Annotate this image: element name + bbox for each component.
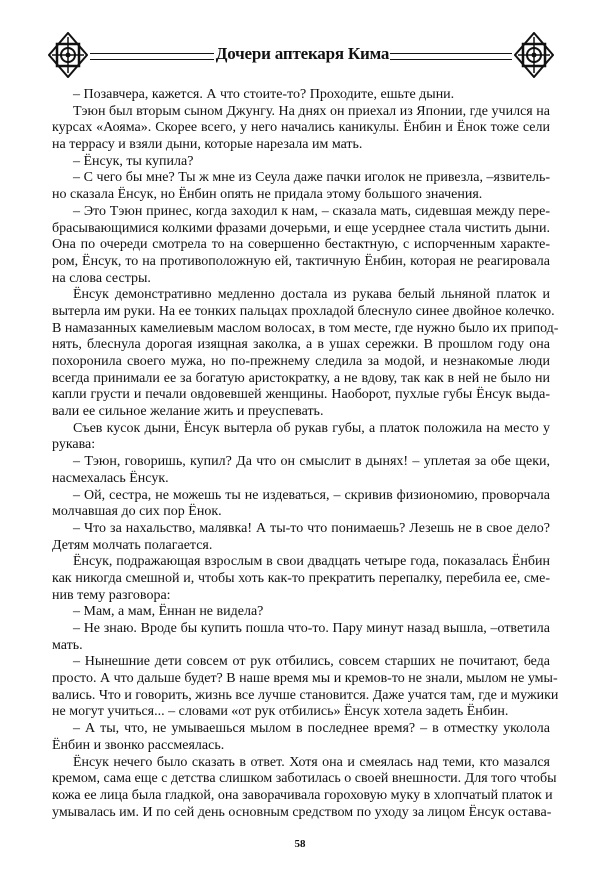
- text-line: – Не знаю. Вроде бы купить пошла что-то. Пару минут назад вышла, –ответила: [73, 621, 550, 636]
- header-rule-left: [90, 53, 214, 60]
- text-line: Съев кусок дыни, Ёнсук вытерла об рукав губы, а платок положила на место у: [73, 420, 550, 436]
- text-line: на слова сестры.: [52, 270, 151, 286]
- text-line: Ёнбин и звонко рассмеялась.: [52, 737, 225, 753]
- text-line: капли грусти и печали овдовевшей женщины. Наоборот, пухлые губы Ёнсук выда-: [52, 387, 550, 403]
- text-line: не могут учиться... – словами «от рук отбились» Ёнсук хотела задеть Ёнбин.: [52, 704, 509, 720]
- running-header: [0, 32, 600, 82]
- text-line: молчавшая до сих пор Ёнок.: [52, 504, 222, 520]
- page-title: Дочери аптекаря Кима: [215, 44, 390, 63]
- header-rule-right: [390, 53, 512, 60]
- text-line: насмехалась Ёнсук.: [52, 470, 169, 486]
- text-line: всегда принимали ее за богатую аристократку, а не вдову, так как в ней не было ни: [52, 370, 550, 386]
- text-line: кожа ее лица была гладкой, она заворачивала гороховую муку в хлопчатый платок и: [52, 787, 553, 803]
- body-text: [52, 87, 559, 821]
- text-line: – Это Тэюн принес, когда заходил к нам, – сказала мать, сидевшая между пере-: [73, 203, 550, 219]
- text-line: – А ты, что, не умываешься мылом в последнее время? – в отместку уколола: [73, 721, 550, 737]
- text-line: ром, Ёнсук, то на противоположную ей, тактичную Ёнбин, которая не реагировала: [52, 253, 550, 269]
- text-line: как никогда смешной и, чтобы хоть как-то прекратить перепалку, перебила ее, сме-: [52, 570, 550, 586]
- text-line: брасывающимися колкими фразами дочерьми, и еще усерднее стала чистить дыни.: [52, 220, 550, 236]
- text-line: рукава:: [52, 437, 96, 453]
- text-line: Тэюн был вторым сыном Джунгу. На днях он приехал из Японии, где учился на: [73, 103, 550, 119]
- text-line: но сказала Ёнсук, но Ёнбин опять не придала этому большого значения.: [52, 187, 483, 203]
- text-line: – Ой, сестра, не можешь ты не издеваться, – скривив физиономию, проворчала: [73, 487, 550, 503]
- text-line: – Что за нахальство, малявка! А ты-то что понимаешь? Лезешь не в свое дело?: [73, 520, 550, 536]
- text-line: – Мам, а мам, Ённан не видела?: [73, 604, 264, 620]
- text-line: нив тему разговора:: [52, 587, 171, 603]
- text-line: вали ее сильное желание жить и преуспевать.: [52, 404, 324, 420]
- text-line: В намазанных камелиевым маслом волосах, в том месте, где нужно было их припод-: [52, 320, 559, 336]
- text-line: курсах «Аояма». Скорее всего, у него начались каникулы. Ёнбин и Ёнок тоже сели: [52, 120, 550, 136]
- text-line: Ёнсук демонстративно медленно достала из рукава белый льняной платок и: [73, 287, 550, 303]
- ornament-left-icon: [48, 32, 88, 78]
- text-line: умывалась им. И по сей день основным средством по уходу за лицом Ёнсук остава-: [52, 804, 552, 820]
- text-line: просто. А что дальше будет? В наше время мы и кремов-то не знали, мылом не умы-: [52, 671, 558, 687]
- text-line: Она по очереди смотрела то на совершенно бестактную, с испорченным характе-: [52, 237, 550, 253]
- text-line: похоронила своего мужа, но по-прежнему следила за модой, и незнакомые люди: [52, 354, 550, 369]
- text-line: – Позавчера, кажется. А что стоите-то? Проходите, ешьте дыни.: [73, 87, 455, 102]
- ornament-right-icon: [514, 32, 554, 78]
- text-line: кремом, сама еще с детства слишком заботилась о своей внешности. Для того чтобы: [52, 771, 557, 787]
- text-line: – Ёнсук, ты купила?: [73, 153, 194, 169]
- text-line: вались. Что и говорить, жизнь все лучше становится. Даже учатся там, где и мужики: [52, 687, 559, 703]
- text-line: Ёнсук, подражающая взрослым в свои двадцать четыре года, показалась Ёнбин: [73, 554, 550, 570]
- text-line: мать.: [52, 637, 83, 653]
- text-line: – С чего бы мне? Ты ж мне из Сеула даже пачки иголок не привезла, –язвитель-: [73, 170, 550, 186]
- text-line: на террасу и взяли дыни, которые нарезала им мать.: [52, 137, 363, 153]
- text-line: нять, блеснула дорогая изящная заколка, а в ушах сережки. В прошлом году она: [52, 337, 550, 353]
- text-line: – Нынешние дети совсем от рук отбились, совсем старших не почитают, беда: [73, 654, 550, 670]
- text-line: вытерла им руки. На ее тонких пальцах прохладой блеснуло синее двойное колечко.: [52, 303, 555, 319]
- text-line: Детям молчать полагается.: [52, 537, 213, 553]
- text-line: Ёнсук нечего было сказать в ответ. Хотя она и смеялась над теми, кто мазался: [73, 754, 550, 770]
- text-line: – Тэюн, говоришь, купил? Да что он смыслит в дынях! – уплетая за обе щеки,: [73, 454, 550, 470]
- page-number: 58: [294, 838, 306, 850]
